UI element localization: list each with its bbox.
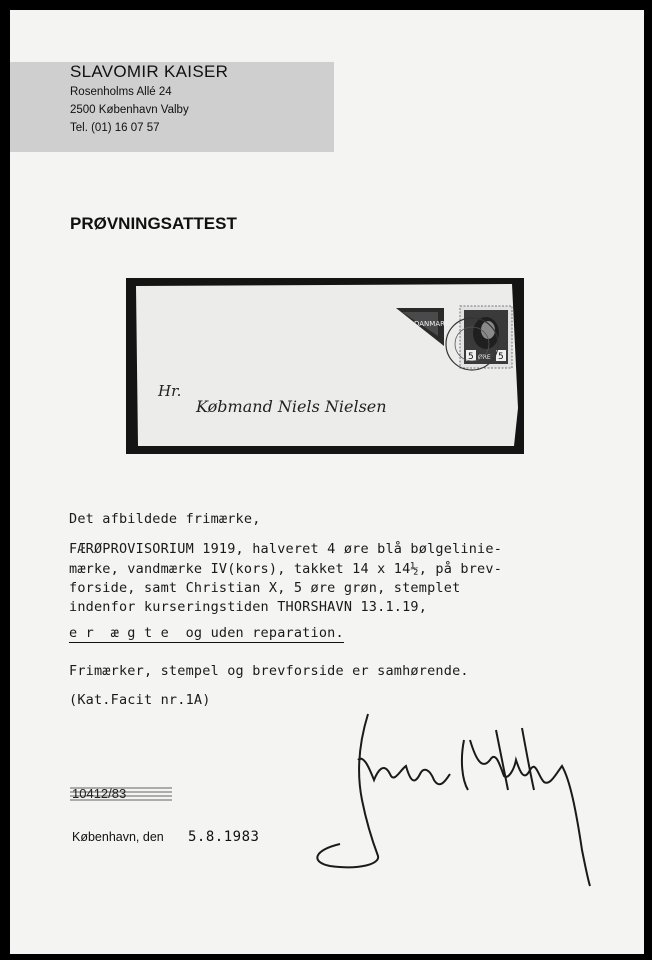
- certificate-title: PRØVNINGSATTEST: [70, 214, 237, 233]
- letterhead-phone: Tel. (01) 16 07 57: [70, 122, 160, 134]
- svg-text:ØRE: ØRE: [478, 354, 491, 361]
- body-line-2: FÆRØPROVISORIUM 1919, halveret 4 øre blå bølgelinie-: [69, 541, 503, 557]
- body-line-4: forside, samt Christian X, 5 øre grøn, stemplet: [69, 580, 461, 596]
- authenticity-statement: [69, 625, 344, 641]
- svg-text:5: 5: [498, 352, 504, 362]
- certificate-date: 5.8.1983: [188, 829, 260, 845]
- christian-x-stamp: [460, 306, 512, 368]
- place-label: København, den: [72, 830, 164, 844]
- body-line-3: mærke, vandmærke IV(kors), takket 14 x 14½, på brev-: [69, 561, 503, 577]
- half-stamp-text: DANMARK: [414, 320, 450, 328]
- svg-text:5: 5: [468, 352, 474, 362]
- cover-photo: [126, 278, 524, 454]
- body-line-5: indenfor kurseringstiden THORSHAVN 13.1.19,: [69, 599, 428, 615]
- signature: [300, 700, 600, 890]
- letterhead-name: SLAVOMIR KAISER: [70, 62, 229, 81]
- letterhead-address-1: Rosenholms Allé 24: [70, 86, 172, 98]
- letterhead-address-2: 2500 København Valby: [70, 104, 189, 116]
- catalog-reference: (Kat.Facit nr.1A): [69, 692, 211, 708]
- certificate-number: 10412/83: [72, 786, 127, 801]
- address-name: Købmand Niels Nielsen: [196, 397, 387, 416]
- address-salutation: Hr.: [158, 382, 182, 400]
- body-line-1: Det afbildede frimærke,: [69, 511, 261, 527]
- body-line-7: Frimærker, stempel og brevforside er samhørende.: [69, 663, 469, 679]
- authenticity-text: e r æ g t e og uden reparation.: [69, 625, 344, 641]
